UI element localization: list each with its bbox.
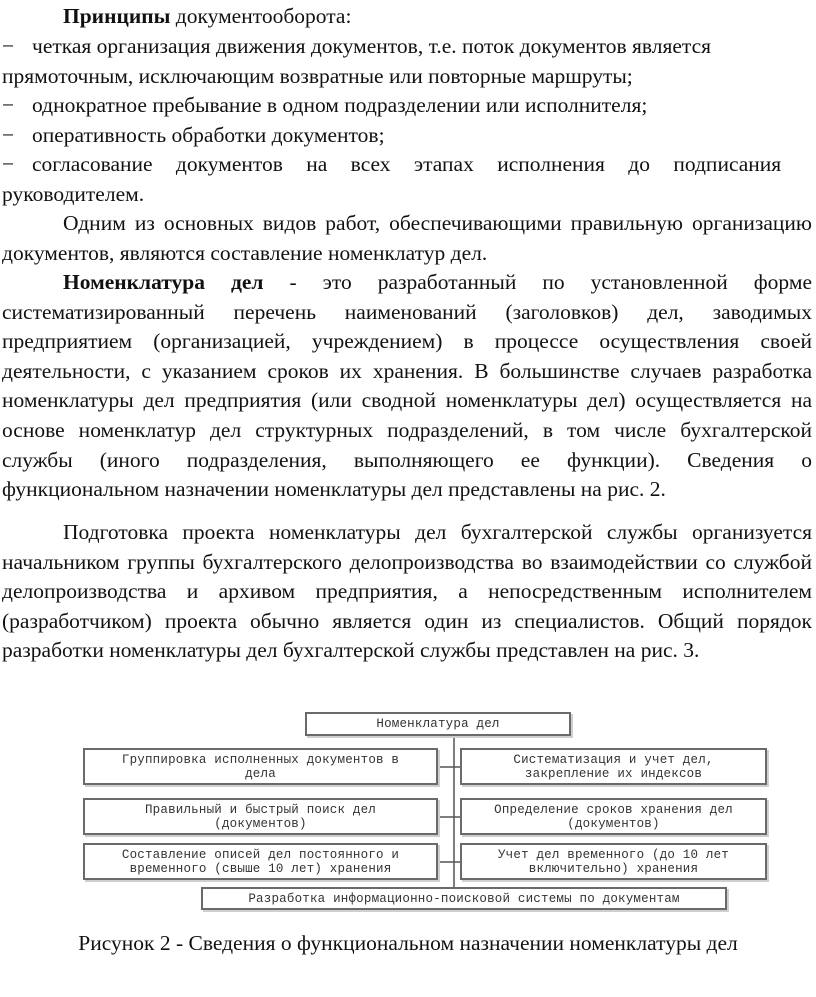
bullet-dash: − xyxy=(2,152,15,176)
diagram-left-box-3 xyxy=(83,843,438,880)
bullet-dash: − xyxy=(2,34,15,58)
list-item xyxy=(2,91,812,121)
box-line: Систематизация и учет дел, xyxy=(513,752,714,767)
box-line: включительно) хранения xyxy=(528,861,699,876)
list-item-text: однократное пребывание в одном подразделении или исполнителя; xyxy=(32,93,648,117)
list-item xyxy=(2,150,812,180)
list-item xyxy=(2,121,812,151)
box-line: Определение сроков хранения дел xyxy=(494,802,733,817)
diagram-bottom-box: Разработка информационно-поисковой системы по документам xyxy=(201,887,727,910)
bullet-dash: − xyxy=(2,123,15,147)
diagram-left-box-1 xyxy=(83,748,438,785)
list-item-continuation: прямоточным, исключающим возвратные или повторные маршруты; xyxy=(2,64,633,88)
paragraph-preparation: Подготовка проекта номенклатуры дел бухгалтерской службы организуется начальником группы бухгалтерского делопроизводства во взаимодействии со службой делопроизводства и архивом предприятия, а непосредственным исполнителем (разработчиком) проекта обычно является один из специалистов. Общий порядок разработки номенклатуры дел бухгалтерской службы представлен на рис. 3. xyxy=(2,520,812,663)
box-line: Учет дел временного (до 10 лет xyxy=(497,847,730,862)
paragraph-nomenclature xyxy=(2,268,812,505)
box-line: (документов) xyxy=(214,816,307,831)
bullet-dash: − xyxy=(2,93,15,117)
box-line: закрепление их индексов xyxy=(524,766,703,781)
box-line: временного (свыше 10 лет) хранения xyxy=(129,861,392,876)
figure-2-diagram xyxy=(0,700,816,930)
figure-caption: Рисунок 2 - Сведения о функциональном назначении номенклатуры дел xyxy=(78,931,738,955)
box-line: Правильный и быстрый поиск дел xyxy=(144,802,377,817)
nomenclature-definition: - это разработанный по установленной форме систематизированный перечень наименований (заголовков) дел, заводимых предприятием (организацией, учреждением) в процессе осуществления своей деятельности, с указанием сроков их хранения. В большинстве случаев разработка номенклатуры дел предприятия (или сводной номенклатуры дел) осуществляется на основе номенклатур дел структурных подразделений, в том числе бухгалтерской службы (иного подразделения, выполняющего ее функции). Сведения о функциональном назначении номенклатуры дел представлены на рис. 2. xyxy=(2,270,812,502)
principles-heading xyxy=(2,2,812,32)
diagram-right-box-2 xyxy=(460,798,767,835)
diagram-right-box-3 xyxy=(460,843,767,880)
list-item-text: оперативность обработки документов; xyxy=(32,123,385,147)
list-item-text: четкая организация движения документов, т.е. поток документов является xyxy=(32,34,712,58)
list-item-text: согласование документов на всех этапах исполнения до подписания xyxy=(32,152,782,176)
principles-rest: документооборота: xyxy=(170,4,352,28)
box-line: дела xyxy=(245,766,276,781)
nomenclature-term: Номенклатура дел xyxy=(63,270,264,294)
diagram-right-box-1 xyxy=(460,748,767,785)
box-line: (документов) xyxy=(567,816,660,831)
box-line: Составление описей дел постоянного и xyxy=(121,847,400,862)
principles-bold: Принципы xyxy=(63,4,171,28)
box-line: Группировка исполненных документов в xyxy=(121,752,400,767)
paragraph-works: Одним из основных видов работ, обеспечивающими правильную организацию документов, являются составление номенклатур дел. xyxy=(2,211,812,265)
diagram-root-box: Номенклатура дел xyxy=(305,712,571,736)
list-item xyxy=(2,32,812,62)
diagram-left-box-2 xyxy=(83,798,438,835)
list-item-continuation: руководителем. xyxy=(2,182,145,206)
